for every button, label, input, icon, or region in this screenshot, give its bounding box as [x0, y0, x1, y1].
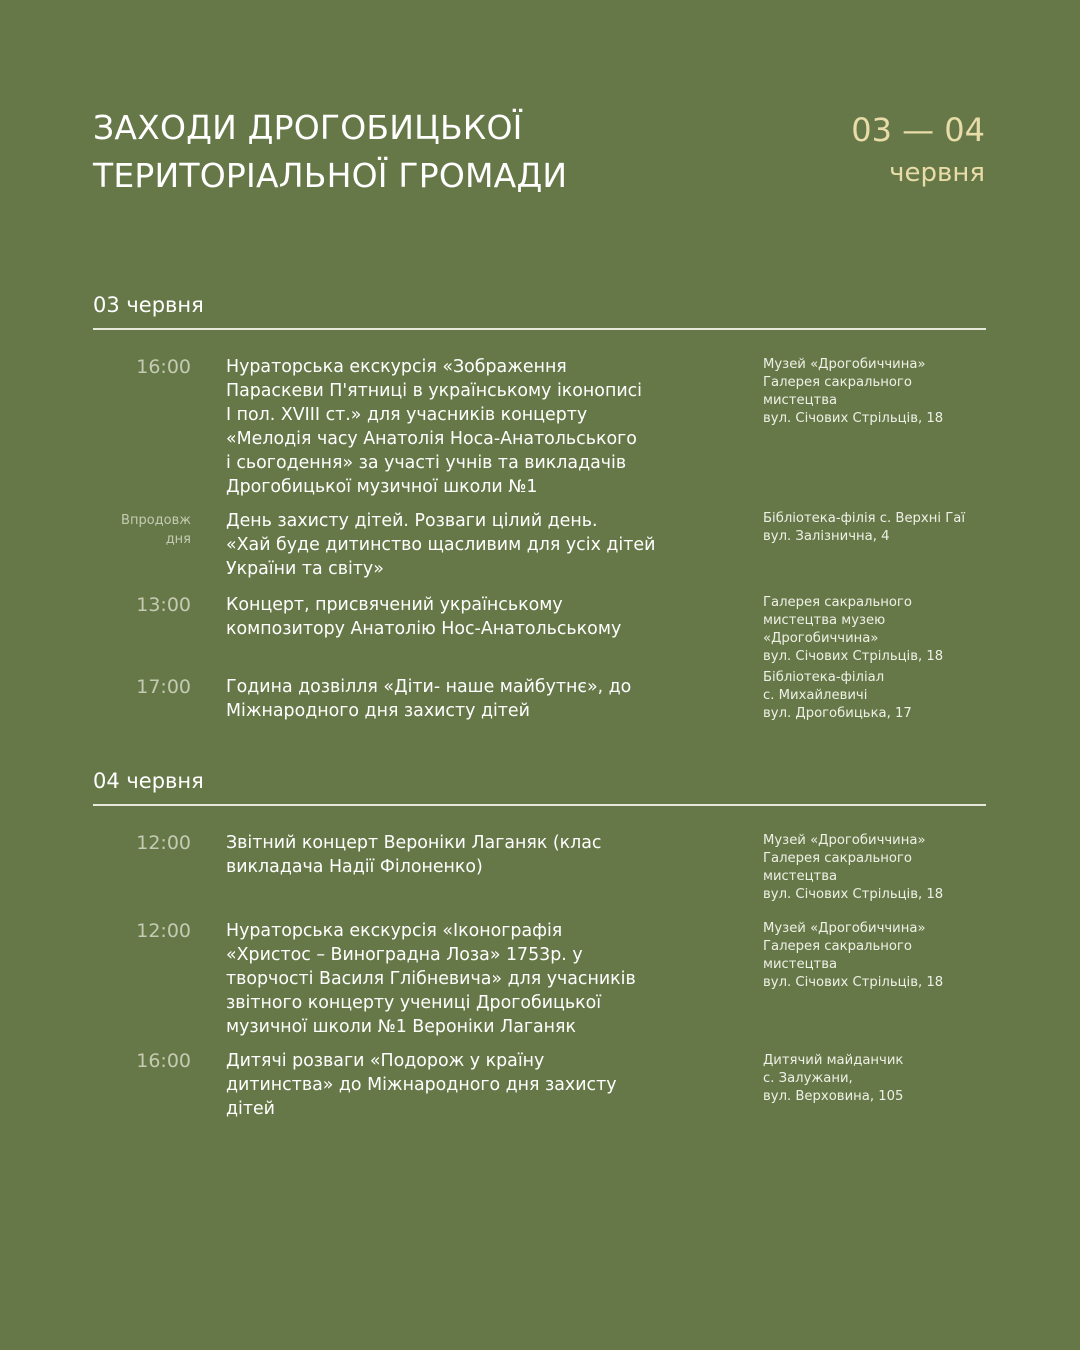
desc-line: дітей [226, 1099, 275, 1119]
desc-line: композитору Анатолію Нос-Анатольському [226, 619, 622, 639]
location-line: вул. Дрогобицька, 17 [763, 706, 912, 721]
date-month: червня [889, 158, 985, 188]
location-line: мистецтва [763, 393, 838, 408]
location-line: мистецтва [763, 957, 838, 972]
desc-line: Нураторська екскурсія «Зображення [226, 357, 567, 377]
location-line: Музей «Дрогобиччина» [763, 833, 926, 848]
desc-line: дитинства» до Міжнародного дня захисту [226, 1075, 617, 1095]
desc-line: Концерт, присвячений українському [226, 595, 563, 615]
location-line: вул. Верховина, 105 [763, 1089, 904, 1104]
event-location [763, 832, 985, 904]
event-location [763, 510, 985, 546]
event-description [226, 509, 736, 581]
location-line: Музей «Дрогобиччина» [763, 357, 926, 372]
location-line: Дитячий майданчик [763, 1053, 904, 1068]
desc-line: Параскеви П'ятниці в українському іконописі [226, 381, 643, 401]
location-line: вул. Січових Стрільців, 18 [763, 411, 944, 426]
event-description [226, 919, 736, 1039]
desc-line: «Хай буде дитинство щасливим для усіх дітей [226, 535, 656, 555]
desc-line: Година дозвілля «Діти- наше майбутнє», до [226, 677, 632, 697]
location-line: с. Михайлевичі [763, 688, 868, 703]
location-line: вул. Січових Стрільців, 18 [763, 887, 944, 902]
event-description [226, 675, 736, 723]
event-time: 16:00 [136, 356, 191, 378]
desc-line: викладача Надії Філоненко) [226, 857, 483, 877]
desc-line: звітного концерту учениці Дрогобицької [226, 993, 602, 1013]
event-location [763, 920, 985, 992]
location-line: Галерея сакрального [763, 939, 912, 954]
event-time: 12:00 [136, 832, 191, 854]
location-line: Бібліотека-філіал [763, 670, 885, 685]
desc-line: Нураторська екскурсія «Іконографія [226, 921, 563, 941]
title-line: ЗАХОДИ ДРОГОБИЦЬКОЇ [93, 108, 523, 147]
location-line: вул. Січових Стрільців, 18 [763, 975, 944, 990]
desc-line: України та світу» [226, 559, 384, 579]
time-line: Впродовж [121, 513, 191, 528]
event-location [763, 669, 985, 723]
event-location [763, 1052, 985, 1106]
desc-line: музичної школи №1 Вероніки Лаганяк [226, 1017, 576, 1037]
location-line: вул. Залізнична, 4 [763, 529, 890, 544]
event-description [226, 1049, 736, 1121]
title-line: ТЕРИТОРІАЛЬНОЇ ГРОМАДИ [93, 156, 568, 195]
page-title [93, 104, 567, 200]
location-line: Галерея сакрального [763, 595, 912, 610]
location-line: Галерея сакрального [763, 375, 912, 390]
desc-line: Міжнародного дня захисту дітей [226, 701, 530, 721]
location-line: мистецтва [763, 869, 838, 884]
desc-line: творчості Василя Глібневича» для учасників [226, 969, 636, 989]
desc-line: «Христос – Виноградна Лоза» 1753р. у [226, 945, 583, 965]
event-description [226, 831, 736, 879]
event-time: 17:00 [136, 676, 191, 698]
location-line: с. Залужани, [763, 1071, 853, 1086]
location-line: мистецтва музею [763, 613, 886, 628]
date-range-block [851, 108, 985, 192]
event-time: 13:00 [136, 594, 191, 616]
day-heading: 04 червня [93, 766, 986, 806]
desc-line: День захисту дітей. Розваги цілий день. [226, 511, 598, 531]
desc-line: Дрогобицької музичної школи №1 [226, 477, 538, 497]
event-location [763, 356, 985, 428]
desc-line: Дитячі розваги «Подорож у країну [226, 1051, 545, 1071]
desc-line: І пол. XVIII ст.» для учасників концерту [226, 405, 588, 425]
time-line: дня [165, 532, 191, 547]
desc-line: «Мелодія часу Анатолія Носа-Анатольського [226, 429, 637, 449]
day-heading: 03 червня [93, 290, 986, 330]
location-line: вул. Січових Стрільців, 18 [763, 649, 944, 664]
event-description [226, 593, 736, 641]
desc-line: і сьогодення» за участі учнів та викладачів [226, 453, 627, 473]
location-line: Бібліотека-філія с. Верхні Гаї [763, 511, 965, 526]
event-description [226, 355, 736, 499]
event-time [93, 511, 191, 549]
event-time: 12:00 [136, 920, 191, 942]
location-line: Музей «Дрогобиччина» [763, 921, 926, 936]
location-line: «Дрогобиччина» [763, 631, 879, 646]
location-line: Галерея сакрального [763, 851, 912, 866]
desc-line: Звітний концерт Вероніки Лаганяк (клас [226, 833, 602, 853]
event-time: 16:00 [136, 1050, 191, 1072]
event-location [763, 594, 985, 666]
date-range: 03 — 04 [851, 111, 985, 149]
